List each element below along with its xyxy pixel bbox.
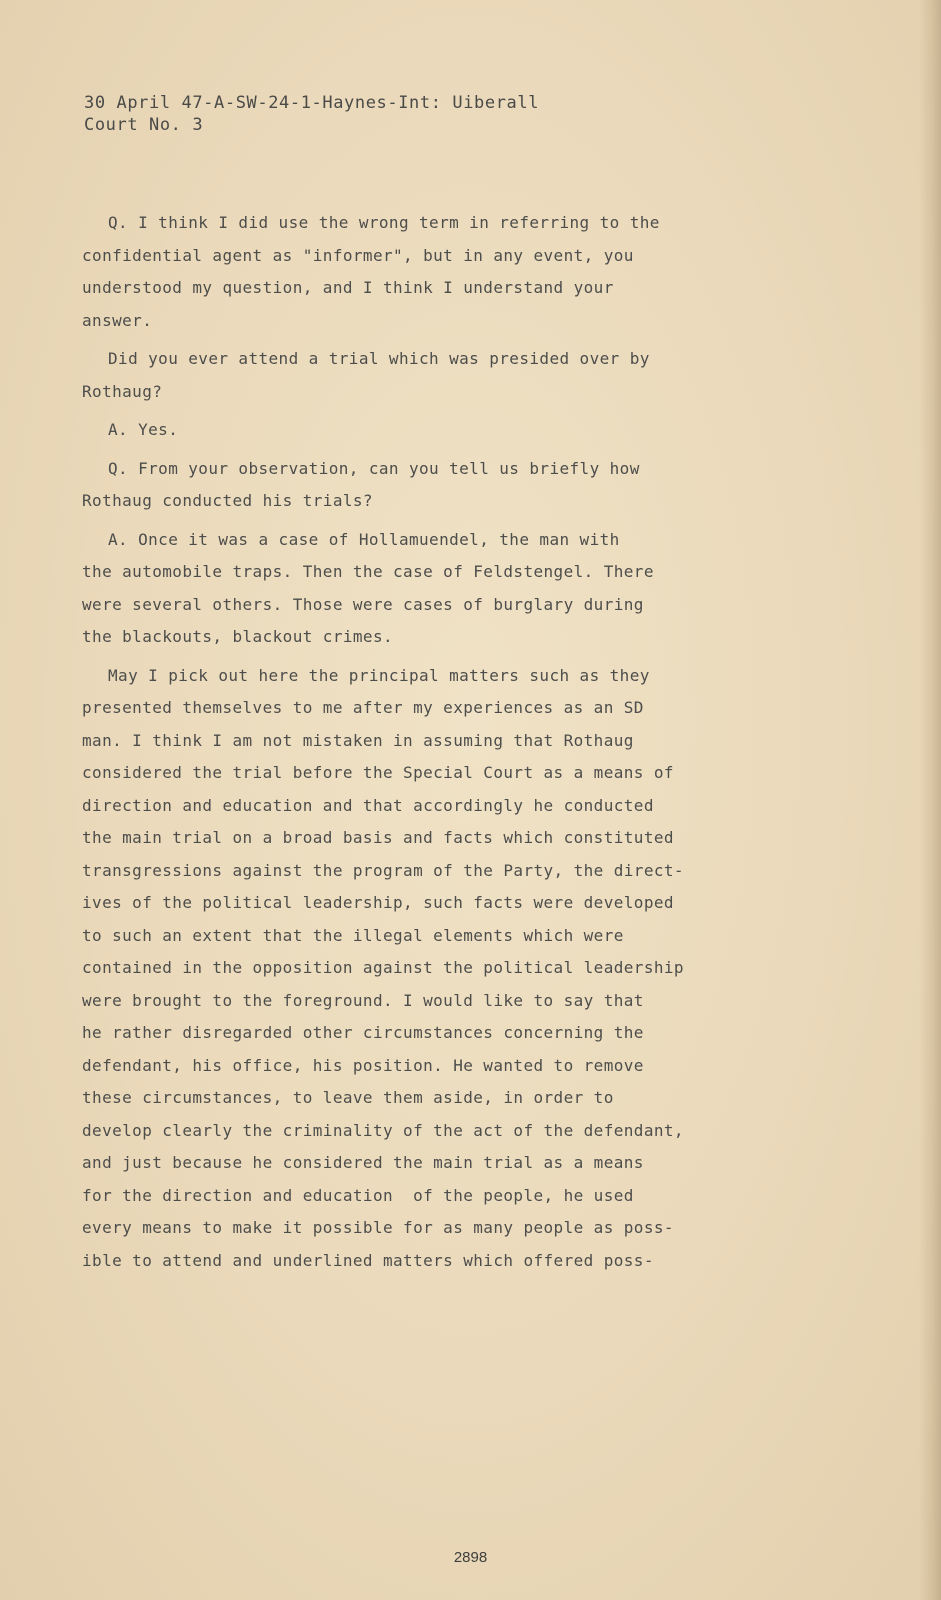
transcript-line: A. Once it was a case of Hollamuendel, the man with <box>108 529 620 549</box>
transcript-line: answer. <box>82 310 153 330</box>
transcript-line: the main trial on a broad basis and facts which constituted <box>82 828 674 847</box>
transcript-line: Did you ever attend a trial which was presided over by <box>108 349 650 368</box>
header-reference-line: 30 April 47-A-SW-24-1-Haynes-Int: Uiberall <box>84 93 540 113</box>
transcript-line: understood my question, and I think I understand your <box>82 278 614 297</box>
transcript-line: contained in the opposition against the political leadership <box>82 958 684 977</box>
transcript-line: defendant, his office, his position. He wanted to remove <box>82 1055 644 1075</box>
transcript-line: Rothaug conducted his trials? <box>82 491 373 510</box>
transcript-line: the blackouts, blackout crimes. <box>82 627 394 646</box>
transcript-line: and just because he considered the main trial as a means <box>82 1153 644 1172</box>
transcript-line: considered the trial before the Special Court as a means of <box>82 763 674 782</box>
transcript-line: direction and education and that accordingly he conducted <box>82 795 654 815</box>
transcript-line: A. Yes. <box>108 420 179 439</box>
transcript-line: presented themselves to me after my experiences as an SD <box>82 698 644 717</box>
transcript-line: the automobile traps. Then the case of Feldstengel. There <box>82 562 654 581</box>
transcript-line: every means to make it possible for as many people as poss- <box>82 1218 674 1237</box>
transcript-line: man. I think I am not mistaken in assuming that Rothaug <box>82 730 634 750</box>
page-number: 2898 <box>453 1549 488 1566</box>
transcript-line: were brought to the foreground. I would like to say that <box>82 990 644 1010</box>
transcript-line: for the direction and education of the people, he used <box>82 1185 634 1205</box>
transcript-body <box>82 207 882 1277</box>
transcript-line: Q. I think I did use the wrong term in referring to the <box>108 213 660 232</box>
transcript-line: confidential agent as "informer", but in any event, you <box>82 245 634 265</box>
transcript-line: Rothaug? <box>82 381 163 401</box>
transcript-line: Q. From your observation, can you tell us briefly how <box>108 458 640 478</box>
document-header <box>84 92 539 136</box>
header-court-line: Court No. 3 <box>84 115 204 135</box>
transcript-line: these circumstances, to leave them aside, in order to <box>82 1088 614 1107</box>
transcript-line: transgressions against the program of the Party, the direct- <box>82 860 684 880</box>
transcript-line: May I pick out here the principal matters such as they <box>108 665 650 685</box>
page-edge-shadow <box>919 0 941 1600</box>
transcript-line: were several others. Those were cases of burglary during <box>82 594 644 614</box>
transcript-line: ible to attend and underlined matters which offered poss- <box>82 1250 654 1270</box>
transcript-line: ives of the political leadership, such facts were developed <box>82 893 674 912</box>
transcript-line: to such an extent that the illegal elements which were <box>82 925 624 945</box>
transcript-line: he rather disregarded other circumstances concerning the <box>82 1023 644 1042</box>
transcript-line: develop clearly the criminality of the act of the defendant, <box>82 1120 684 1140</box>
